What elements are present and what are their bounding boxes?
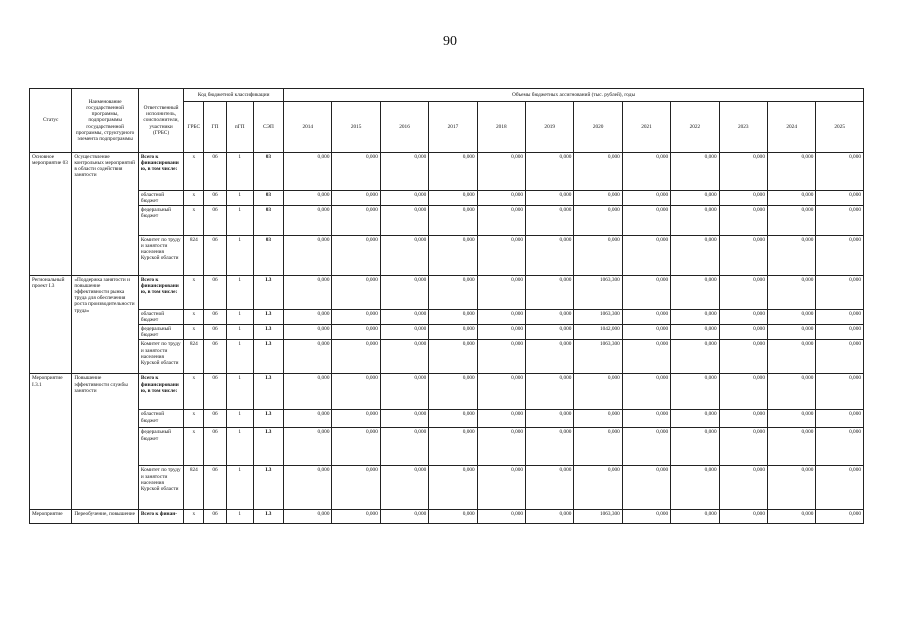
- row-value-cell: 0,000: [671, 325, 719, 340]
- row-code-cell: 06: [204, 325, 226, 340]
- row-value-cell: 0,000: [429, 153, 477, 191]
- row-code-cell: 824: [184, 236, 204, 276]
- row-value-cell: 0,000: [767, 206, 815, 236]
- row-value-cell: 0,000: [816, 153, 864, 191]
- row-name: Переобучение, повышение: [72, 510, 139, 524]
- table-row: [30, 410, 864, 428]
- row-value-cell: 0,000: [816, 310, 864, 325]
- row-value-cell: 0,000: [284, 276, 332, 310]
- row-code-cell: x: [184, 153, 204, 191]
- row-value-cell: 0,000: [671, 191, 719, 206]
- row-code-cell: 06: [204, 374, 226, 410]
- row-value-cell: 0,000: [671, 466, 719, 510]
- row-value-cell: 0,000: [380, 236, 428, 276]
- row-value-cell: 0,000: [380, 206, 428, 236]
- row-value-cell: 0,000: [671, 276, 719, 310]
- row-value-cell: 0,000: [574, 206, 622, 236]
- header-status: Статус: [30, 89, 72, 153]
- row-value-cell: 0,000: [429, 374, 477, 410]
- row-status: Основное мероприятие 03: [30, 153, 72, 276]
- header-year: 2018: [477, 102, 525, 153]
- row-value-cell: 0,000: [380, 510, 428, 524]
- row-status: Мероприятие I.3.1: [30, 374, 72, 510]
- row-value-cell: 0,000: [332, 236, 380, 276]
- row-code-cell: I.3: [253, 325, 283, 340]
- row-value-cell: 0,000: [719, 374, 767, 410]
- row-value-cell: 0,000: [380, 325, 428, 340]
- row-value-cell: 0,000: [622, 153, 670, 191]
- row-code-cell: 06: [204, 466, 226, 510]
- row-code-cell: I.3: [253, 466, 283, 510]
- row-value-cell: 0,000: [332, 276, 380, 310]
- row-code-cell: I.3: [253, 410, 283, 428]
- header-code-group: Код бюджетной классификации: [184, 89, 284, 102]
- row-value-cell: 0,000: [816, 466, 864, 510]
- row-value-cell: 0,000: [816, 206, 864, 236]
- row-value-cell: 0,000: [332, 206, 380, 236]
- row-value-cell: 0,000: [526, 236, 574, 276]
- row-name: Повышение эффективности службы занятости: [72, 374, 139, 510]
- row-name: «Поддержка занятости и повышение эффективности рынка труда для обеспечения роста производительности труда»: [72, 276, 139, 374]
- row-funding-source: Всего к финансированию, в том числе:: [138, 374, 183, 410]
- table-row: [30, 374, 864, 410]
- row-value-cell: 0,000: [429, 510, 477, 524]
- row-code-cell: x: [184, 510, 204, 524]
- row-value-cell: 0,000: [622, 466, 670, 510]
- table-row: [30, 310, 864, 325]
- row-code-cell: 1: [226, 191, 253, 206]
- row-value-cell: 0,000: [671, 153, 719, 191]
- header-year: 2024: [767, 102, 815, 153]
- header-year: 2014: [284, 102, 332, 153]
- row-code-cell: 06: [204, 310, 226, 325]
- table-row: [30, 510, 864, 524]
- row-value-cell: 0,000: [332, 428, 380, 466]
- row-value-cell: 0,000: [671, 236, 719, 276]
- row-code-cell: x: [184, 428, 204, 466]
- row-value-cell: 0,000: [767, 466, 815, 510]
- row-funding-source: областной бюджет: [138, 310, 183, 325]
- row-value-cell: 0,000: [526, 374, 574, 410]
- row-value-cell: 0,000: [477, 410, 525, 428]
- row-funding-source: Комитет по труду и занятости населения Курской области: [138, 236, 183, 276]
- row-value-cell: 0,000: [719, 510, 767, 524]
- row-value-cell: 0,000: [380, 340, 428, 374]
- row-value-cell: 0,000: [671, 340, 719, 374]
- row-value-cell: 0,000: [526, 428, 574, 466]
- row-value-cell: 0,000: [719, 466, 767, 510]
- row-value-cell: 0,000: [526, 276, 574, 310]
- row-value-cell: 0,000: [526, 325, 574, 340]
- row-value-cell: 0,000: [574, 410, 622, 428]
- row-value-cell: 0,000: [622, 236, 670, 276]
- row-value-cell: 0,000: [284, 206, 332, 236]
- row-code-cell: 06: [204, 236, 226, 276]
- row-value-cell: 0,000: [526, 510, 574, 524]
- row-code-cell: x: [184, 410, 204, 428]
- row-value-cell: 0,000: [622, 340, 670, 374]
- row-value-cell: 0,000: [429, 410, 477, 428]
- row-value-cell: 0,000: [671, 510, 719, 524]
- row-code-cell: 03: [253, 153, 283, 191]
- row-value-cell: 0,000: [526, 191, 574, 206]
- row-value-cell: 0,000: [671, 410, 719, 428]
- row-code-cell: x: [184, 206, 204, 236]
- row-value-cell: 1063,300: [574, 510, 622, 524]
- row-code-cell: 06: [204, 191, 226, 206]
- row-code-cell: 1: [226, 374, 253, 410]
- row-code-cell: I.3: [253, 374, 283, 410]
- row-status: Региональный проект I.3: [30, 276, 72, 374]
- row-code-cell: 1: [226, 310, 253, 325]
- row-value-cell: 0,000: [767, 310, 815, 325]
- row-code-cell: 06: [204, 153, 226, 191]
- row-value-cell: 0,000: [767, 428, 815, 466]
- row-value-cell: 0,000: [477, 428, 525, 466]
- row-code-cell: 1: [226, 206, 253, 236]
- row-value-cell: 0,000: [477, 325, 525, 340]
- row-value-cell: 1063,300: [574, 276, 622, 310]
- header-year: 2016: [380, 102, 428, 153]
- row-value-cell: 0,000: [284, 428, 332, 466]
- page-number: 90: [443, 34, 457, 49]
- row-code-cell: I.3: [253, 310, 283, 325]
- row-value-cell: 0,000: [719, 325, 767, 340]
- row-value-cell: 0,000: [671, 206, 719, 236]
- row-funding-source: областной бюджет: [138, 191, 183, 206]
- row-code-cell: x: [184, 374, 204, 410]
- row-value-cell: 0,000: [816, 428, 864, 466]
- header-year: 2015: [332, 102, 380, 153]
- row-funding-source: Комитет по труду и занятости населения Курской области: [138, 340, 183, 374]
- table-row: [30, 276, 864, 310]
- row-value-cell: 0,000: [284, 510, 332, 524]
- row-code-cell: 1: [226, 325, 253, 340]
- row-code-cell: 06: [204, 206, 226, 236]
- row-code-cell: x: [184, 276, 204, 310]
- row-value-cell: 0,000: [284, 191, 332, 206]
- row-code-cell: 1: [226, 276, 253, 310]
- row-value-cell: 0,000: [332, 466, 380, 510]
- row-value-cell: 0,000: [719, 206, 767, 236]
- row-value-cell: 0,000: [429, 340, 477, 374]
- header-code-col: пГП: [226, 102, 253, 153]
- header-executor: Ответственный исполнитель, соисполнители, участники (ГРБС): [138, 89, 183, 153]
- table-row: [30, 466, 864, 510]
- header-year: 2023: [719, 102, 767, 153]
- table-row: [30, 206, 864, 236]
- row-value-cell: 0,000: [332, 191, 380, 206]
- row-value-cell: 0,000: [816, 374, 864, 410]
- row-value-cell: 0,000: [719, 310, 767, 325]
- row-value-cell: 0,000: [380, 153, 428, 191]
- row-value-cell: 0,000: [622, 206, 670, 236]
- row-value-cell: 0,000: [332, 510, 380, 524]
- row-code-cell: I.3: [253, 510, 283, 524]
- row-value-cell: 0,000: [671, 310, 719, 325]
- row-funding-source: федеральный бюджет: [138, 428, 183, 466]
- row-code-cell: x: [184, 310, 204, 325]
- row-code-cell: I.3: [253, 340, 283, 374]
- row-code-cell: 824: [184, 340, 204, 374]
- row-value-cell: 0,000: [574, 374, 622, 410]
- row-status: Мероприятие: [30, 510, 72, 524]
- row-code-cell: 1: [226, 153, 253, 191]
- row-value-cell: 0,000: [622, 510, 670, 524]
- row-value-cell: 0,000: [429, 191, 477, 206]
- row-value-cell: 0,000: [284, 236, 332, 276]
- row-value-cell: 0,000: [429, 428, 477, 466]
- row-value-cell: 0,000: [767, 410, 815, 428]
- row-value-cell: 0,000: [526, 153, 574, 191]
- row-value-cell: 0,000: [380, 428, 428, 466]
- row-value-cell: 0,000: [380, 466, 428, 510]
- row-value-cell: 0,000: [816, 325, 864, 340]
- row-value-cell: 0,000: [816, 410, 864, 428]
- row-value-cell: 0,000: [622, 191, 670, 206]
- row-value-cell: 0,000: [332, 374, 380, 410]
- row-value-cell: 0,000: [719, 236, 767, 276]
- row-value-cell: 0,000: [284, 325, 332, 340]
- row-value-cell: 0,000: [767, 510, 815, 524]
- row-value-cell: 0,000: [284, 374, 332, 410]
- row-value-cell: 0,000: [477, 276, 525, 310]
- row-code-cell: 06: [204, 510, 226, 524]
- row-value-cell: 0,000: [429, 310, 477, 325]
- header-year: 2025: [816, 102, 864, 153]
- row-value-cell: 0,000: [380, 410, 428, 428]
- row-code-cell: 03: [253, 191, 283, 206]
- row-code-cell: 824: [184, 466, 204, 510]
- row-value-cell: 0,000: [767, 153, 815, 191]
- row-funding-source: федеральный бюджет: [138, 325, 183, 340]
- row-value-cell: 1063,300: [574, 310, 622, 325]
- row-value-cell: 0,000: [574, 153, 622, 191]
- row-value-cell: 0,000: [574, 466, 622, 510]
- header-name: Наименование государственной программы, подпрограммы государственной программы, структурного элемента подпрограммы: [72, 89, 139, 153]
- row-value-cell: 0,000: [622, 276, 670, 310]
- row-value-cell: 1063,300: [574, 340, 622, 374]
- row-value-cell: 0,000: [767, 374, 815, 410]
- header-code-col: ГРБС: [184, 102, 204, 153]
- header-code-col: ГП: [204, 102, 226, 153]
- row-funding-source: федеральный бюджет: [138, 206, 183, 236]
- row-value-cell: 0,000: [526, 466, 574, 510]
- row-value-cell: 0,000: [719, 191, 767, 206]
- row-value-cell: 0,000: [332, 153, 380, 191]
- row-value-cell: 0,000: [477, 340, 525, 374]
- row-funding-source: Всего к финан-: [138, 510, 183, 524]
- header-year: 2021: [622, 102, 670, 153]
- row-value-cell: 0,000: [767, 340, 815, 374]
- row-value-cell: 0,000: [284, 153, 332, 191]
- row-code-cell: x: [184, 191, 204, 206]
- row-value-cell: 0,000: [284, 466, 332, 510]
- row-value-cell: 0,000: [284, 340, 332, 374]
- row-code-cell: x: [184, 325, 204, 340]
- row-value-cell: 0,000: [719, 340, 767, 374]
- row-value-cell: 0,000: [622, 428, 670, 466]
- row-code-cell: 1: [226, 340, 253, 374]
- row-value-cell: 0,000: [671, 428, 719, 466]
- budget-table: [29, 88, 864, 524]
- header-year: 2017: [429, 102, 477, 153]
- row-value-cell: 0,000: [332, 325, 380, 340]
- row-code-cell: 1: [226, 410, 253, 428]
- row-value-cell: 0,000: [429, 206, 477, 236]
- row-value-cell: 0,000: [719, 153, 767, 191]
- header-code-col: СЭП: [253, 102, 283, 153]
- row-value-cell: 0,000: [477, 466, 525, 510]
- header-volumes-group: Объемы бюджетных ассигнований (тыс. рублей), годы: [284, 89, 864, 102]
- row-code-cell: 1: [226, 466, 253, 510]
- row-funding-source: Всего к финансированию, в том числе:: [138, 276, 183, 310]
- row-value-cell: 0,000: [622, 374, 670, 410]
- row-code-cell: 1: [226, 236, 253, 276]
- row-value-cell: 0,000: [526, 410, 574, 428]
- row-value-cell: 0,000: [429, 325, 477, 340]
- row-value-cell: 0,000: [477, 206, 525, 236]
- row-code-cell: 03: [253, 236, 283, 276]
- row-code-cell: I.3: [253, 276, 283, 310]
- table-row: [30, 153, 864, 191]
- row-value-cell: 1042,000: [574, 325, 622, 340]
- row-value-cell: 0,000: [332, 410, 380, 428]
- row-value-cell: 0,000: [477, 236, 525, 276]
- row-value-cell: 0,000: [526, 340, 574, 374]
- row-value-cell: 0,000: [380, 374, 428, 410]
- row-value-cell: 0,000: [574, 236, 622, 276]
- row-name: Осуществление контрольных мероприятий в области содействия занятости: [72, 153, 139, 276]
- row-value-cell: 0,000: [816, 276, 864, 310]
- row-funding-source: областной бюджет: [138, 410, 183, 428]
- table-body: [30, 153, 864, 524]
- row-value-cell: 0,000: [429, 276, 477, 310]
- table-row: [30, 340, 864, 374]
- table-row: [30, 325, 864, 340]
- row-code-cell: 03: [253, 206, 283, 236]
- row-value-cell: 0,000: [284, 310, 332, 325]
- row-value-cell: 0,000: [767, 276, 815, 310]
- row-code-cell: 06: [204, 428, 226, 466]
- header-year: 2019: [526, 102, 574, 153]
- row-value-cell: 0,000: [671, 374, 719, 410]
- row-value-cell: 0,000: [574, 428, 622, 466]
- row-value-cell: 0,000: [622, 325, 670, 340]
- row-value-cell: 0,000: [574, 191, 622, 206]
- header-year: 2022: [671, 102, 719, 153]
- row-value-cell: 0,000: [284, 410, 332, 428]
- row-value-cell: 0,000: [477, 510, 525, 524]
- row-value-cell: 0,000: [816, 340, 864, 374]
- row-value-cell: 0,000: [526, 310, 574, 325]
- row-code-cell: I.3: [253, 428, 283, 466]
- row-value-cell: 0,000: [380, 276, 428, 310]
- table-row: [30, 191, 864, 206]
- row-value-cell: 0,000: [719, 410, 767, 428]
- row-code-cell: 1: [226, 510, 253, 524]
- row-funding-source: Комитет по труду и занятости населения Курской области: [138, 466, 183, 510]
- row-value-cell: 0,000: [526, 206, 574, 236]
- row-value-cell: 0,000: [816, 510, 864, 524]
- table-row: [30, 428, 864, 466]
- table-row: [30, 236, 864, 276]
- header-row-top: [30, 89, 864, 102]
- row-value-cell: 0,000: [332, 340, 380, 374]
- row-value-cell: 0,000: [622, 310, 670, 325]
- row-funding-source: Всего к финансированию, в том числе:: [138, 153, 183, 191]
- row-value-cell: 0,000: [380, 191, 428, 206]
- header-year: 2020: [574, 102, 622, 153]
- row-value-cell: 0,000: [380, 310, 428, 325]
- row-code-cell: 06: [204, 340, 226, 374]
- row-value-cell: 0,000: [332, 310, 380, 325]
- row-value-cell: 0,000: [767, 236, 815, 276]
- row-value-cell: 0,000: [767, 191, 815, 206]
- row-value-cell: 0,000: [477, 374, 525, 410]
- row-value-cell: 0,000: [429, 236, 477, 276]
- row-code-cell: 1: [226, 428, 253, 466]
- row-value-cell: 0,000: [719, 276, 767, 310]
- row-value-cell: 0,000: [767, 325, 815, 340]
- row-value-cell: 0,000: [816, 191, 864, 206]
- row-value-cell: 0,000: [622, 410, 670, 428]
- row-value-cell: 0,000: [719, 428, 767, 466]
- row-value-cell: 0,000: [816, 236, 864, 276]
- row-value-cell: 0,000: [477, 310, 525, 325]
- row-code-cell: 06: [204, 276, 226, 310]
- row-code-cell: 06: [204, 410, 226, 428]
- row-value-cell: 0,000: [477, 191, 525, 206]
- row-value-cell: 0,000: [477, 153, 525, 191]
- row-value-cell: 0,000: [429, 466, 477, 510]
